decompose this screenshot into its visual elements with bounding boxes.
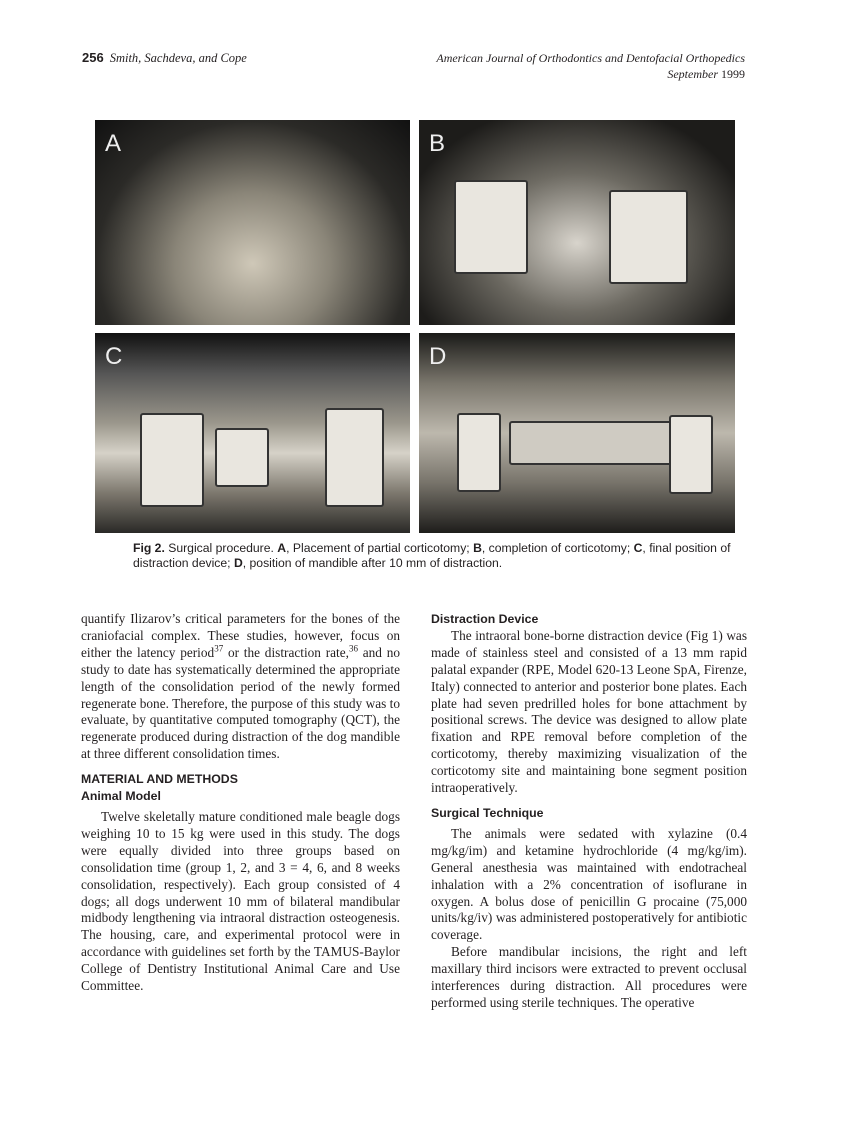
journal-title: American Journal of Orthodontics and Dentofacial Orthopedics [436, 51, 745, 65]
intro-paragraph: quantify Ilizarov’s critical parameters for the bones of the craniofacial complex. These studies, however, focus on either the latency period$^{37}$ or the distraction rate,$^{36}$ and no study to date has systematically determined the appropriate length of the consolidation period of the newly formed regenerate bone. Therefore, the purpose of this study was to evaluate, by quantitative computed tomography (QCT), the regenerate produced during distraction of the dog mandible at three different consolidation times. [81, 611, 400, 762]
panel-label: B [429, 130, 446, 157]
subheading: Distraction Device [431, 612, 539, 626]
distraction-device-plate [140, 413, 204, 507]
body-paragraph: The animals were sedated with xylazine (0.4 mg/kg/im) and ketamine hydrochloride (4 mg/kg/im). General anesthesia was maintained with endotracheal inhalation with a 2% concentration of isoflurane in oxygen. A bolus dose of penicillin G procaine (75,000 units/kg/iv) was administered postoperatively for antibiotic coverage. [431, 825, 747, 943]
running-header-left [82, 50, 247, 66]
figure-panel-c [95, 333, 410, 533]
issue-month: September [667, 67, 718, 81]
page-number: 256 [82, 50, 104, 65]
left-column [81, 611, 400, 995]
bone-plate [609, 190, 688, 284]
body-paragraph: The intraoral bone-borne distraction device (Fig 1) was made of stainless steel and consisted of a 13 mm rapid palatal expander (RPE, Model 620-13 Leone SpA, Firenze, Italy) connected to anterior and posterior bone plates. Each plate had seven predrilled holes for bone attachment by positional screws. The device was designed to allow plate fixation and RPE removal before completion of the corticotomy, thereby maximizing visualization of the corticotomy site and maintaining bone segment position intraoperatively. [431, 627, 747, 796]
panel-label: C [105, 343, 123, 370]
authors: Smith, Sachdeva, and Cope [109, 51, 247, 65]
body-paragraph: Twelve skeletally mature conditioned male beagle dogs weighing 10 to 15 kg were used in this study. The dogs were equally divided into three groups based on consolidation time (group 1, 2, and 3 = 4, 6, and 8 weeks consolidation, respectively). Each group consisted of 4 dogs; all dogs underwent 10 mm of bilateral mandibular midbody lengthening via intraoral distraction osteogenesis. The housing, care, and experimental protocol were in accordance with guidelines set forth by the TAMUS-Baylor College of Dentistry Institutional Animal Care and Use Committee. [81, 808, 400, 994]
subheading: Animal Model [81, 789, 161, 804]
running-header-right [436, 50, 745, 82]
figure-panel-a [95, 120, 410, 325]
issue-year: 1999 [721, 67, 745, 81]
figure-panel-d [419, 333, 735, 533]
right-column [431, 611, 747, 1012]
figure-panel-b [419, 120, 735, 325]
distraction-device-plate [457, 413, 501, 492]
panel-label: A [105, 130, 122, 157]
figure-caption: Fig 2. Surgical procedure. A, Placement of partial corticotomy; B, completion of corticotomy; C, final position of distraction device; D, position of mandible after 10 mm of distraction. [133, 541, 731, 570]
expander-rods [509, 421, 683, 465]
section-heading: MATERIAL AND METHODS [81, 772, 238, 787]
body-paragraph: Before mandibular incisions, the right and left maxillary third incisors were extracted to prevent occlusal interferences during distraction. All procedures were performed using sterile techniques. The operative [431, 944, 747, 1010]
distraction-device-plate [325, 408, 384, 507]
expander-screw [215, 428, 269, 487]
bone-plate [454, 180, 528, 274]
panel-label: D [429, 343, 447, 370]
distraction-device-plate [669, 415, 713, 494]
subheading: Surgical Technique [431, 805, 544, 820]
